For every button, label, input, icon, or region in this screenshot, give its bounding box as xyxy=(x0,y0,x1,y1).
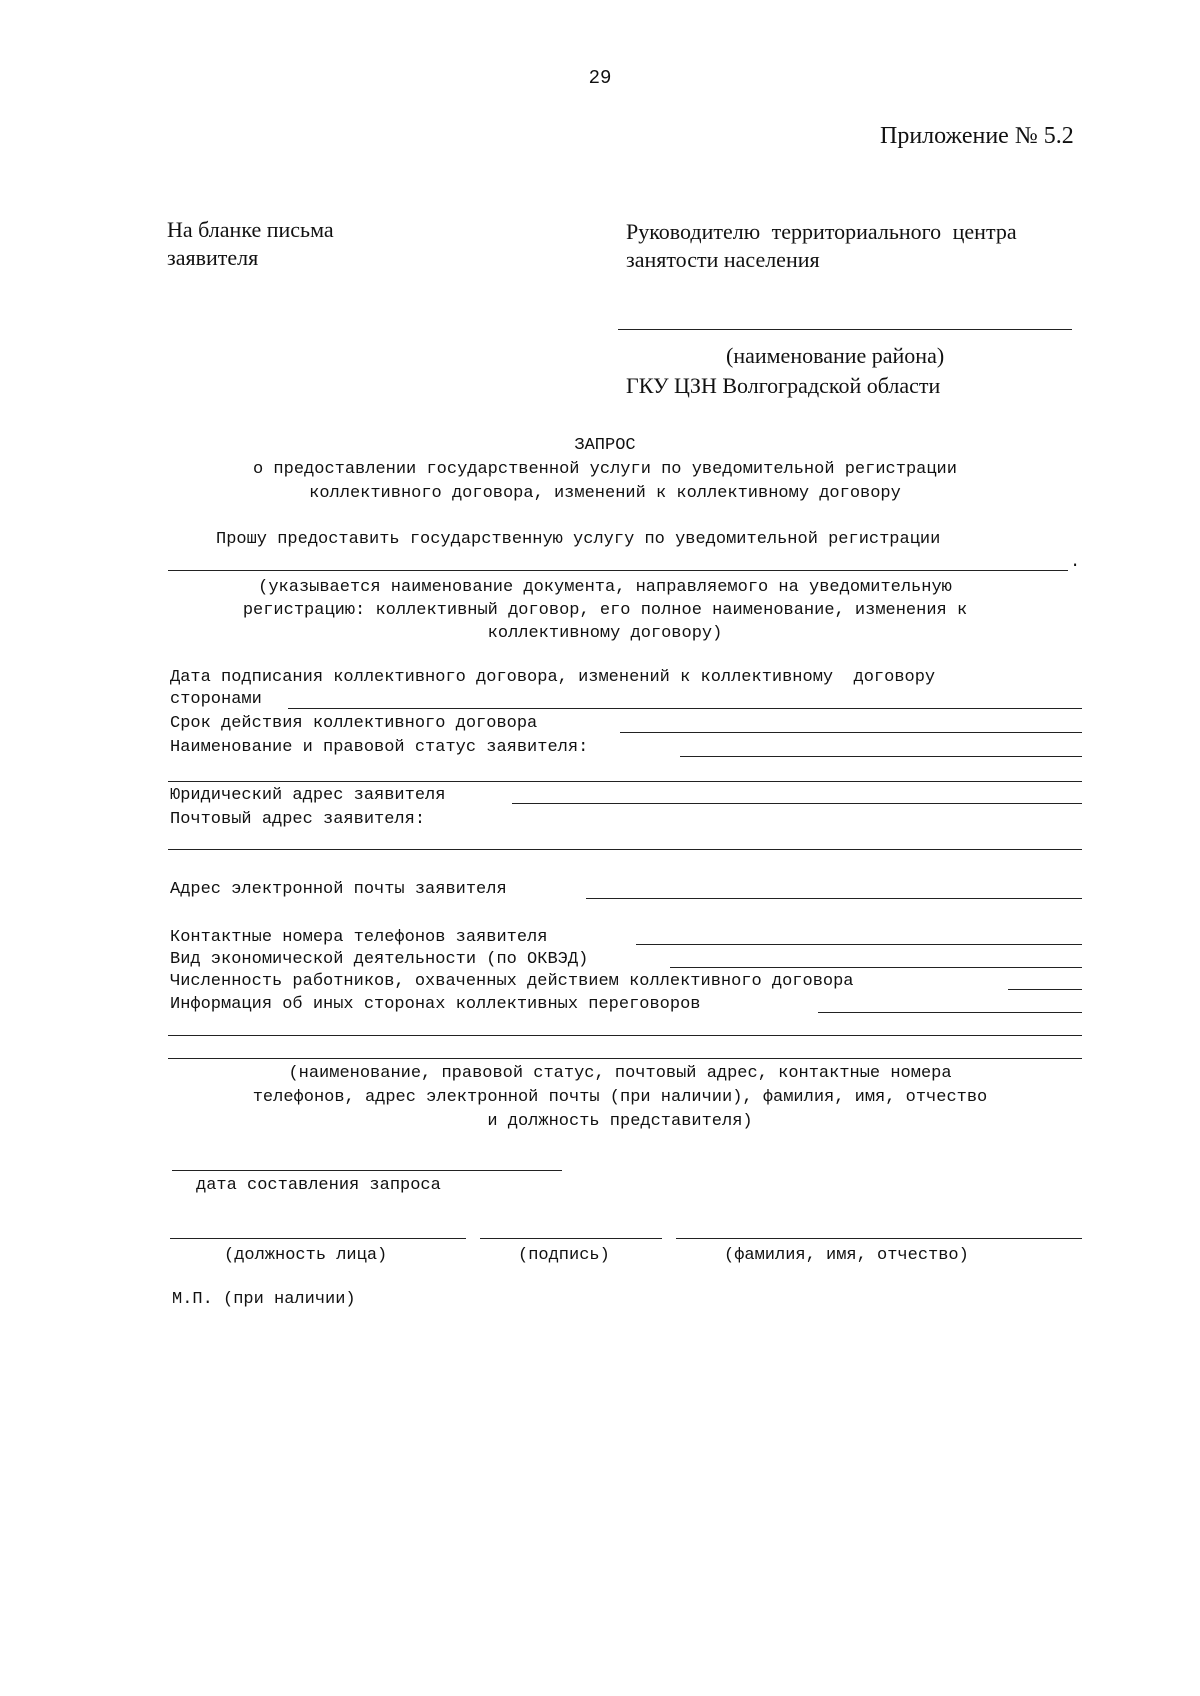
district-caption: (наименование района) xyxy=(726,343,945,368)
request-date-caption: дата составления запроса xyxy=(196,1176,441,1195)
letterhead-line-1: На бланке письма xyxy=(167,217,334,242)
employees-label: Численность работников, охваченных действием коллективного договора xyxy=(170,972,854,991)
other-parties-field[interactable] xyxy=(818,1012,1082,1013)
request-title: ЗАПРОС xyxy=(574,436,636,455)
letterhead-line-2: заявителя xyxy=(167,245,259,270)
full-name-caption: (фамилия, имя, отчество) xyxy=(724,1246,969,1265)
postal-address-label: Почтовый адрес заявителя: xyxy=(170,810,426,829)
recipient-block xyxy=(626,218,1017,274)
document-caption-line-3: коллективному договору) xyxy=(487,624,723,643)
position-caption: (должность лица) xyxy=(224,1246,388,1265)
request-text: Прошу предоставить государственную услугу по уведомительной регистрации xyxy=(216,530,941,549)
legal-address-field[interactable] xyxy=(512,803,1082,804)
signing-date-label-line-1: Дата подписания коллективного договора, изменений к коллективному договору xyxy=(170,668,936,687)
document-caption-line-1: (указывается наименование документа, направляемого на уведомительную xyxy=(258,578,952,597)
recipient-organization: ГКУ ЦЗН Волгоградской области xyxy=(626,373,941,398)
name-status-field[interactable] xyxy=(680,756,1082,757)
postal-address-field[interactable] xyxy=(168,849,1082,850)
activity-field[interactable] xyxy=(670,967,1082,968)
applicant-letterhead-note xyxy=(167,216,334,272)
other-parties-field-line-3[interactable] xyxy=(168,1058,1082,1059)
name-status-label: Наименование и правовой статус заявителя: xyxy=(170,738,589,757)
other-parties-field-line-2[interactable] xyxy=(168,1035,1082,1036)
appendix-label: Приложение № 5.2 xyxy=(880,123,1074,149)
signature-field[interactable] xyxy=(480,1238,662,1239)
name-status-field-continued[interactable] xyxy=(168,781,1082,782)
request-subtitle-line-1: о предоставлении государственной услуги по уведомительной регистрации xyxy=(253,460,957,479)
document-caption xyxy=(0,576,1200,645)
document-caption-line-2: регистрацию: коллективный договор, его полное наименование, изменения к xyxy=(242,601,968,620)
signing-date-field[interactable] xyxy=(288,708,1082,709)
parties-caption xyxy=(160,1062,1080,1134)
signature-caption: (подпись) xyxy=(518,1246,610,1265)
phones-field[interactable] xyxy=(636,944,1082,945)
parties-caption-line-3: и должность представителя) xyxy=(487,1112,753,1131)
request-subtitle-line-2: коллективного договора, изменений к коллективному договору xyxy=(309,484,901,503)
signing-date-label-line-2: сторонами xyxy=(170,690,262,709)
email-label: Адрес электронной почты заявителя xyxy=(170,880,507,899)
stamp-note: М.П. (при наличии) xyxy=(172,1290,356,1309)
activity-label: Вид экономической деятельности (по ОКВЭД) xyxy=(170,950,589,969)
full-name-field[interactable] xyxy=(676,1238,1082,1239)
document-name-line[interactable] xyxy=(168,570,1068,571)
employees-field[interactable] xyxy=(1008,989,1082,990)
page-number: 29 xyxy=(588,67,612,89)
validity-field[interactable] xyxy=(620,732,1082,733)
request-end-mark: . xyxy=(1070,553,1081,572)
recipient-line-2: занятости населения xyxy=(626,247,820,272)
district-name-line[interactable] xyxy=(618,329,1072,330)
email-field[interactable] xyxy=(586,898,1082,899)
parties-caption-line-2: телефонов, адрес электронной почты (при наличии), фамилия, имя, отчество xyxy=(252,1088,988,1107)
position-field[interactable] xyxy=(170,1238,466,1239)
recipient-line-1: Руководителю территориального центра xyxy=(626,219,1017,244)
other-parties-label: Информация об иных сторонах коллективных переговоров xyxy=(170,995,701,1014)
parties-caption-line-1: (наименование, правовой статус, почтовый адрес, контактные номера xyxy=(288,1064,952,1083)
phones-label: Контактные номера телефонов заявителя xyxy=(170,928,548,947)
request-date-field[interactable] xyxy=(172,1170,562,1171)
validity-label: Срок действия коллективного договора xyxy=(170,714,538,733)
legal-address-label: Юридический адрес заявителя xyxy=(170,786,446,805)
